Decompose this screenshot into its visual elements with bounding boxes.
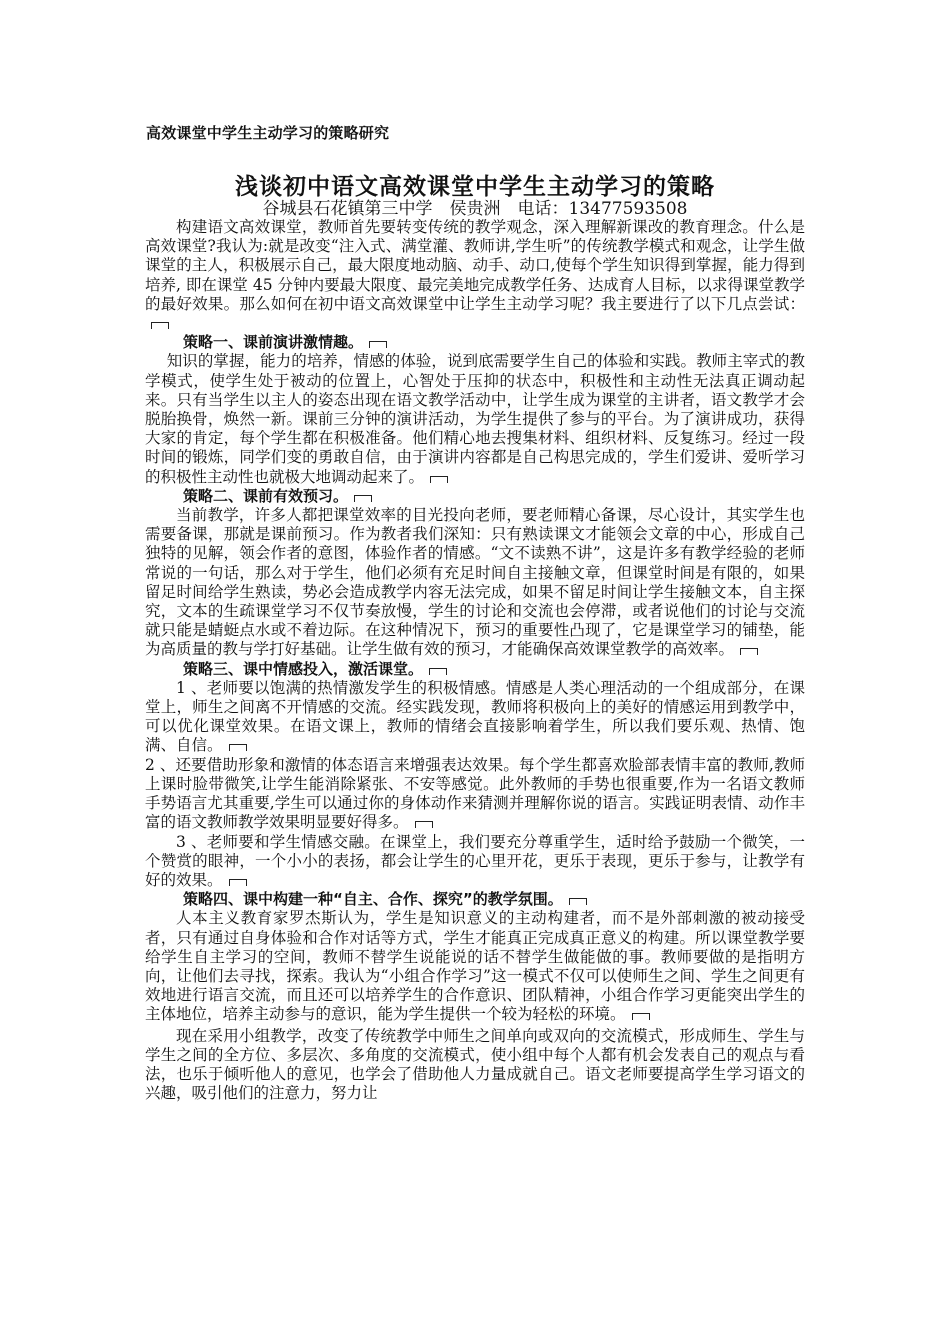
strategy-3-point-1 bbox=[145, 679, 805, 756]
strategy-3-point-3 bbox=[145, 833, 805, 891]
document-title: 浅谈初中语文高效课堂中学生主动学习的策略 bbox=[235, 173, 715, 200]
paragraph-mark-icon bbox=[369, 341, 387, 348]
paragraph-mark-icon bbox=[229, 879, 247, 886]
strategy-1-heading bbox=[145, 333, 805, 352]
strategy-3-heading bbox=[145, 660, 805, 679]
document-body bbox=[145, 218, 805, 1103]
strategy-4-paragraph-2 bbox=[145, 1027, 805, 1104]
strategy-3-heading-text: 策略三、课中情感投入，激活课堂。 bbox=[183, 659, 424, 678]
strategy-1-body bbox=[145, 352, 805, 486]
strategy-3-point-2 bbox=[145, 756, 805, 833]
paragraph-mark-icon bbox=[354, 495, 372, 502]
strategy-3-point-3-text: 3 、老师要和学生情感交融。在课堂上，我们要充分尊重学生，适时给予鼓励一个微笑，一个赞赏的眼神，一个小小的表扬，都会让学生的心里开花，更乐于表现，更乐于参与，让教学有好的效果。 bbox=[145, 832, 805, 889]
paragraph-mark-icon bbox=[429, 668, 447, 675]
paragraph-mark-icon bbox=[151, 322, 169, 329]
intro-text: 构建语文高效课堂，教师首先要转变传统的教学观念，深入理解新课改的教育理念。什么是高效课堂?我认为:就是改变“注入式、满堂灌、教师讲,学生听”的传统教学模式和观念，让学生做课堂的主人，积极展示自己，最大限度地动脑、动手、动口,使每个学生知识得到掌握，能力得到培养, 即在课堂 45 分钟内要最大限度、最完美地完成教学任务、达成育人目标，以求得课堂教学的最好效果。那么如何在初中语文高效课堂中让学生主动学习呢？我主要进行了以下几点尝试： bbox=[145, 218, 805, 313]
strategy-1-heading-text: 策略一、课前演讲激情趣。 bbox=[183, 333, 364, 352]
paragraph-mark-icon bbox=[229, 744, 247, 751]
paragraph-mark-icon bbox=[415, 821, 433, 828]
paragraph-mark-icon bbox=[430, 476, 448, 483]
strategy-2-heading bbox=[145, 487, 805, 506]
strategy-2-body bbox=[145, 506, 805, 660]
paragraph-mark-icon bbox=[740, 648, 758, 655]
strategy-4-paragraph-2-text: 现在采用小组教学，改变了传统教学中师生之间单向或双向的交流模式，形成师生、学生与学生之间的全方位、多层次、多角度的交流模式，使小组中每个人都有机会发表自己的观点与看法，也乐于倾听他人的意见，也学会了借助他人力量成就自己。语文老师要提高学生学习语文的兴趣，吸引他们的注意力，努力让 bbox=[145, 1026, 805, 1103]
paragraph-mark-icon bbox=[569, 898, 587, 905]
strategy-4-paragraph-1 bbox=[145, 909, 805, 1024]
strategy-3-point-1-text: 1 、老师要以饱满的热情激发学生的积极情感。情感是人类心理活动的一个组成部分，在课堂上，师生之间离不开情感的交流。经实践发现，教师将积极向上的美好的情感运用到教学中，可以优化课堂效果。在语文课上，教师的情绪会直接影响着学生，所以我们要乐观、热情、饱满、自信。 bbox=[145, 678, 805, 755]
strategy-4-heading-text: 策略四、课中构建一种“自主、合作、探究”的教学氛围。 bbox=[183, 890, 563, 909]
author-byline: 谷城县石花镇第三中学 侯贵洲 电话：13477593508 bbox=[262, 199, 688, 219]
strategy-3-point-2-text: 2 、还要借助形象和激情的体态语言来增强表达效果。每个学生都喜欢脸部表情丰富的教师,教师上课时脸带微笑,让学生能消除紧张、不安等感觉。此外教师的手势也很重要,作为一名语文教师手势语言尤其重要,学生可以通过你的身体动作来猜测并理解你说的语言。实践证明表情、动作丰富的语文教师教学效果明显要好得多。 bbox=[145, 755, 805, 832]
strategy-1-text: 知识的掌握，能力的培养，情感的体验，说到底需要学生自己的体验和实践。教师主宰式的教学模式，使学生处于被动的位置上，心智处于压抑的状态中，积极性和主动性无法真正调动起来。只有当学生以主人的姿态出现在语文教学活动中，让学生成为课堂的主讲者，语文教学才会脱胎换骨，焕然一新。课前三分钟的演讲活动，为学生提供了参与的平台。为了演讲成功，获得大家的肯定，每个学生都在积极准备。他们精心地去搜集材料、组织材料、反复练习。经过一段时间的锻炼，同学们变的勇敢自信，由于演讲内容都是自己构思完成的，学生们爱讲、爱听学习的积极性主动性也就极大地调动起来了。 bbox=[145, 352, 805, 486]
strategy-2-text: 当前教学，许多人都把课堂效率的目光投向老师，要老师精心备课，尽心设计，其实学生也需要备课，那就是课前预习。作为教者我们深知：只有熟读课文才能领会文章的中心，形成自己独特的见解，领会作者的意图，体验作者的情感。“文不读熟不讲”，这是许多有教学经验的老师常说的一句话，那么对于学生，他们必须有充足时间自主接触文章，但课堂时间是有限的，如果留足时间给学生熟读，势必会造成教学内容无法完成，如果不留足时间让学生接触文本，自主探究，文本的生疏课堂学习不仅节奏放慢，学生的讨论和交流也会停滞，或者说他们的讨论与交流就只能是蜻蜓点水或不着边际。在这种情况下，预习的重要性凸现了，它是课堂学习的铺垫，能为高质量的教与学打好基础。让学生做有效的预习，才能确保高效课堂教学的高效率。 bbox=[145, 506, 805, 659]
running-head: 高效课堂中学生主动学习的策略研究 bbox=[146, 124, 390, 142]
strategy-4-paragraph-1-text: 人本主义教育家罗杰斯认为，学生是知识意义的主动构建者，而不是外部刺激的被动接受者，只有通过自身体验和合作对话等方式，学生才能真正完成真正意义的构建。所以课堂教学要给学生自主学习的空间，教师不替学生说能说的话不替学生做能做的事。教师要做的是指明方向，让他们去寻找，探索。我认为“小组合作学习”这一模式不仅可以使师生之间、学生之间更有效地进行语言交流，而且还可以培养学生的合作意识、团队精神，小组合作学习更能突出学生的主体地位，培养主动参与的意识，能为学生提供一个较为轻松的环境。 bbox=[145, 909, 805, 1024]
strategy-2-heading-text: 策略二、课前有效预习。 bbox=[183, 486, 349, 505]
paragraph-mark-icon bbox=[632, 1013, 650, 1020]
strategy-4-heading bbox=[145, 890, 805, 909]
intro-paragraph bbox=[145, 218, 805, 333]
